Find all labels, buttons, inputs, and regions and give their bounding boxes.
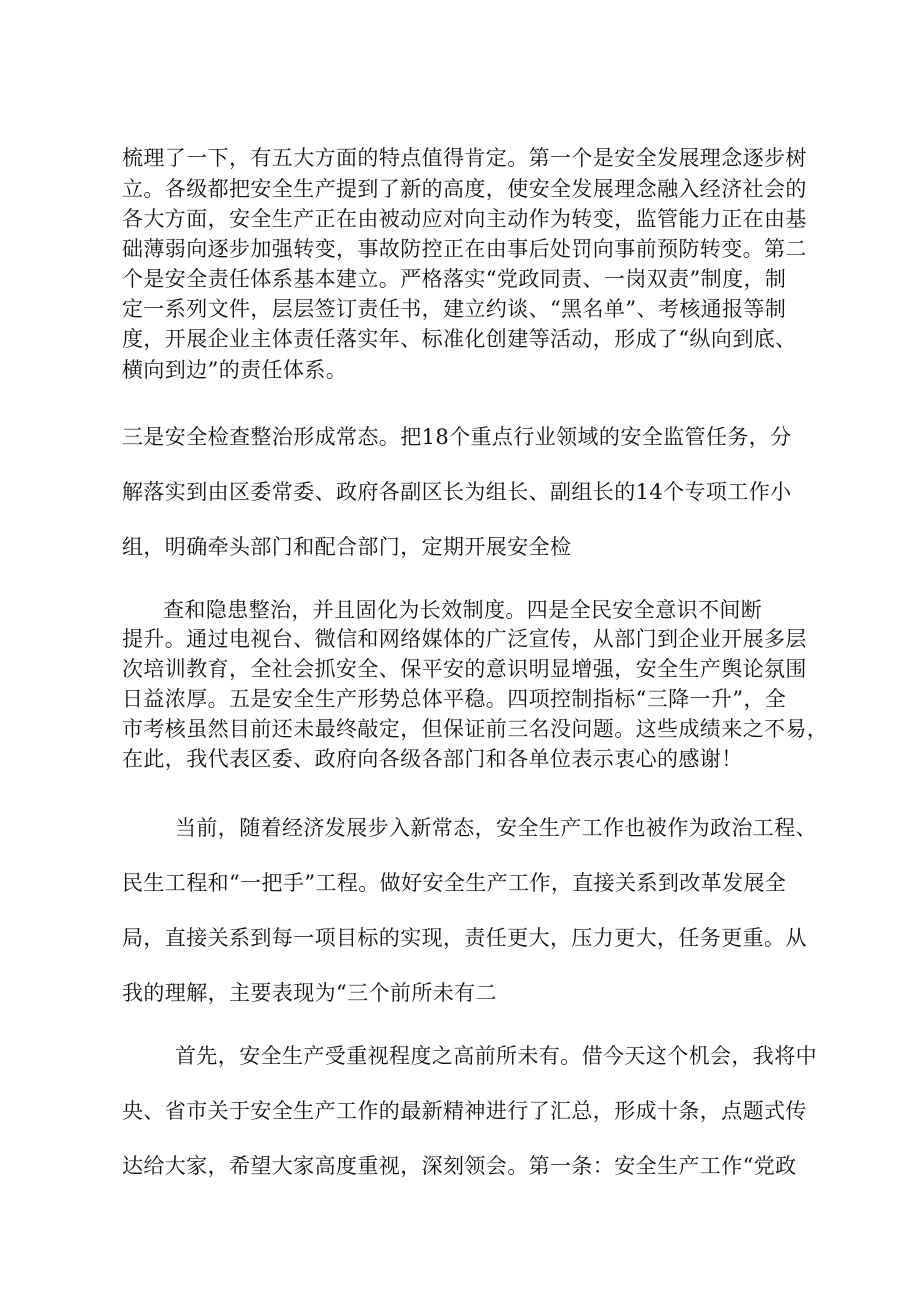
paragraph-line: 局，直接关系到每一项目标的实现，责任更大，压力更大，任务更重。从	[122, 926, 807, 950]
paragraph-line: 民生工程和“一把手”工程。做好安全生产工作，直接关系到改革发展全	[122, 871, 787, 895]
paragraph-line: 个是安全责任体系基本建立。严格落实“党政同责、一岗双责”制度，制	[122, 267, 787, 291]
paragraph-line: 次培训教育，全社会抓安全、保平安的意识明显增强，安全生产舆论氛围	[122, 657, 807, 681]
paragraph-line: 立。各级都把安全生产提到了新的高度，使安全发展理念融入经济社会的	[122, 177, 807, 201]
paragraph-line: 组，明确牵头部门和配合部门，定期开展安全检	[122, 535, 572, 559]
paragraph-line: 础薄弱向逐步加强转变，事故防控正在由事后处罚向事前预防转变。第二	[122, 237, 807, 261]
paragraph-line: 当前，随着经济发展步入新常态，安全生产工作也被作为政治工程、	[175, 816, 817, 840]
paragraph-line: 市考核虽然目前还未最终敲定，但保证前三名没问题。这些成绩来之不易，	[122, 717, 829, 741]
paragraph-line: 我的理解，主要表现为“三个前所未有二	[122, 981, 497, 1005]
paragraph-line: 首先，安全生产受重视程度之高前所未有。借今天这个机会，我将中	[175, 1044, 817, 1068]
paragraph-line: 三是安全检查整治形成常态。把18个重点行业领域的安全监管任务，分	[122, 425, 792, 449]
paragraph-line: 各大方面，安全生产正在由被动应对向主动作为转变，监管能力正在由基	[122, 207, 807, 231]
paragraph-line: 横向到边”的责任体系。	[122, 358, 348, 382]
paragraph-line: 在此，我代表区委、政府向各级各部门和各单位表示衷心的感谢！	[122, 747, 743, 771]
paragraph-line: 梳理了一下，有五大方面的特点值得肯定。第一个是安全发展理念逐步树	[122, 146, 807, 170]
paragraph-line: 央、省市关于安全生产工作的最新精神进行了汇总，形成十条，点题式传	[122, 1099, 807, 1123]
paragraph-line: 定一系列文件，层层签订责任书，建立约谈、“黑名单”、考核通报等制	[122, 297, 787, 321]
paragraph-line: 解落实到由区委常委、政府各副区长为组长、副组长的14个专项工作小	[122, 480, 792, 504]
paragraph-line: 日益浓厚。五是安全生产形势总体平稳。四项控制指标“三降一升”，全	[122, 687, 787, 711]
paragraph-line: 达给大家，希望大家高度重视，深刻领会。第一条：安全生产工作“党政	[122, 1154, 797, 1178]
paragraph-line: 提升。通过电视台、微信和网络媒体的广泛宣传，从部门到企业开展多层	[122, 627, 807, 651]
paragraph-line: 度，开展企业主体责任落实年、标准化创建等活动，形成了“纵向到底、	[122, 327, 797, 351]
paragraph-line: 查和隐患整治，并且固化为长效制度。四是全民安全意识不间断	[163, 598, 763, 622]
